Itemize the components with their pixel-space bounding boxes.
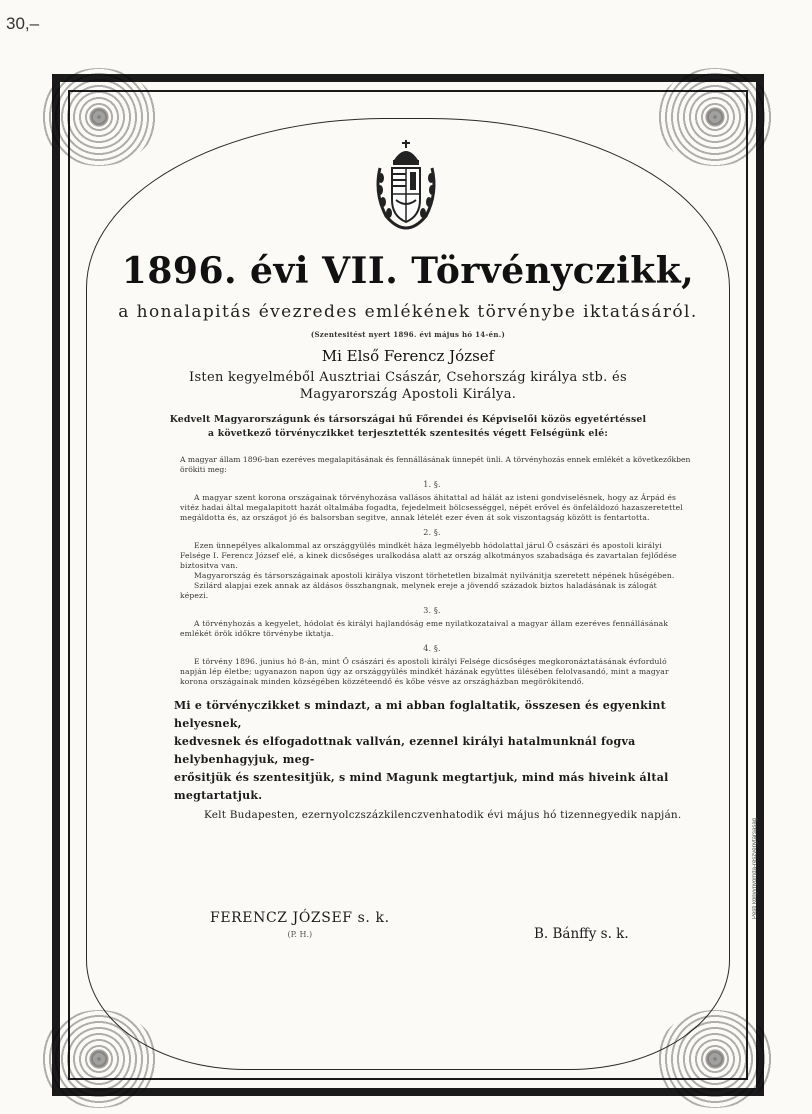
signature-block [110,908,706,968]
closing-line: Mi e törvényczikket s mindazt, a mi abban foglaltatik, összesen és egyenkint helyesnek, [174,699,666,730]
king-titles-line: Isten kegyelméből Ausztriai Császár, Csehország királya stb. és [189,370,627,385]
preamble-line: a következő törvényczikket terjesztették szentesités végett Felségünk elé: [208,428,608,439]
corner-ornament-bottom-left [40,1010,158,1108]
section-paragraph: A magyar szent korona országainak törvényhozása vallásos áhitattal ad hálát az isteni gondviselésnek, hogy az Árpád és vitéz hadai által megalapitott hazát oltalmába fogadta, fejedelmeit bölcsességgel, népét erővel és önfeláldozó hazaszeretettel megáldotta és, az országot jó és balsorsban segitve, annak lételét ezer éven át sok viszontagság között is fentartotta. [180,493,683,522]
closing-line: erősitjük és szentesitjük, s mind Magunk megtartjuk, mind más hiveink által megtartatjuk. [174,771,669,802]
section-sign: 2. §. [423,528,441,537]
section-paragraph: Szilárd alapjai ezek annak az áldásos összhangnak, melynek ereje a jövendő századok biztos haladásának is zálogát képezi. [180,581,657,600]
preamble-line: Kedvelt Magyarországunk és társországai hű Főrendei és Képviselői közös egyetértéssel [169,414,647,425]
document-body [110,250,706,821]
closing-formula [174,697,706,805]
king-titles-line: Magyarország Apostoli Királya. [299,387,517,402]
king-signature [210,910,390,939]
corner-ornament-bottom-right [656,1010,774,1108]
section-sign: 4. §. [423,644,441,653]
sections [180,480,684,687]
section-paragraph: A törvényhozás a kegyelet, hódolat és királyi hajlandóság eme nyilatkozataival a magyar állam ezeréves fennállásának emlékét örök időkre törvénybe iktatja. [180,619,669,638]
section-paragraph: Ezen ünnepélyes alkalommal az országgyülés mindkét háza legmélyebb hódolattal járul Ő császári és apostoli királyi Felsége I. Ferencz József elé, a kinek dicsőséges uralkodása alatt az ország alkotmányos szabadsága és zavartalan fejlődése biztositva van. [180,541,677,570]
corner-ornament-top-left [40,68,158,166]
section-sign: 3. §. [423,606,441,615]
closing-line: kedvesnek és elfogadottnak vallván, ezennel királyi hatalmunknál fogva helybenhagyjuk, meg- [174,735,636,766]
minister-signature: B. Bánffy s. k. [534,926,629,942]
document-title: 1896. évi VII. Törvényczikk, [121,250,695,292]
printer-mark: Pesti könyvnyomda-részvénytársaság [752,818,758,920]
coat-of-arms-icon [372,138,440,232]
section-sign: 1. §. [423,480,441,489]
page-number: 30,– [6,14,40,33]
king-line: Mi Első Ferencz József [321,347,495,365]
preamble [110,413,706,441]
king-titles [110,369,706,403]
document-subtitle: a honalapitás évezredes emlékének törvénybe iktatásáról. [118,302,698,322]
seal-place-mark: (P. H.) [287,930,313,939]
sanction-note: (Szentesitést nyert 1896. évi május hó 14-én.) [310,330,506,339]
corner-ornament-top-right [656,68,774,166]
king-signature-name: FERENCZ JÓZSEF s. k. [210,910,390,926]
given-date-line: Kelt Budapesten, ezernyolczszázkilenczvenhatodik évi május hó tizennegyedik napján. [204,809,682,821]
section-paragraph: E törvény 1896. junius hó 8-án, mint Ő császári és apostoli királyi Felsége dicsőséges megkoronáztatásának évforduló napján lép életbe; ugyanazon napon úgy az országgyülés mindkét házának együttes ülésében felolvasandó, mint a magyar korona országainak minden községében közzéteendő és kőbe vésve az országházban megörökitendő. [180,657,669,686]
intro-paragraph: A magyar állam 1896-ban ezeréves megalapitásának és fennállásának ünnepét ünli. A törvényhozás ennek emlékét a következőkben örökiti meg: [180,455,691,474]
section-paragraph: Magyarország és társországainak apostoli királya viszont törhetetlen bizalmát nyilvánitja szeretett népének hűségében. [194,571,675,580]
